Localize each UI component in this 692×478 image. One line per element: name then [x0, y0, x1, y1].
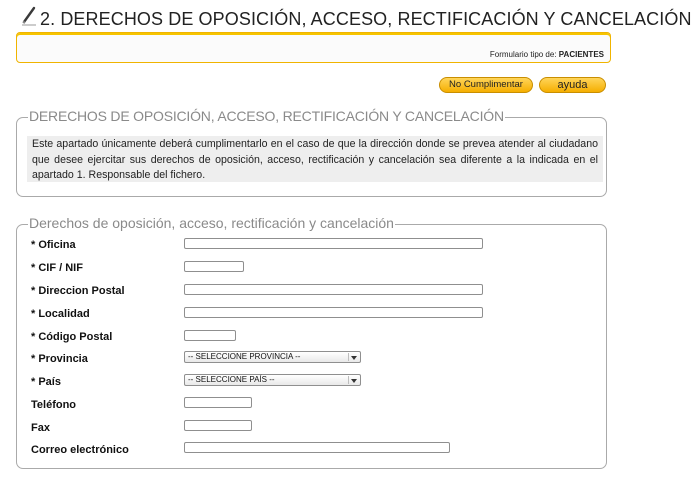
provincia-select[interactable]	[184, 351, 361, 363]
direccion-postal-input[interactable]	[184, 284, 483, 295]
oficina-label: * Oficina	[31, 239, 76, 251]
provincia-label: * Provincia	[31, 353, 88, 365]
oficina-input[interactable]	[184, 238, 483, 249]
correo-electronico-input[interactable]	[184, 442, 450, 453]
chevron-down-icon	[348, 376, 359, 384]
info-notice-text: Este apartado únicamente deberá cumplimentarlo en el caso de que la dirección donde se prevea atender al ciudadano que desee ejercitar sus derechos de oposición, acceso, rectificación y cancelación sea diferente a la indicada en el apartado 1. Responsable del fichero.	[27, 136, 603, 182]
pais-select[interactable]	[184, 374, 361, 386]
fax-label: Fax	[31, 422, 50, 434]
pais-label: * País	[31, 376, 61, 388]
form-fieldset-legend: Derechos de oposición, acceso, rectificación y cancelación	[29, 215, 394, 231]
form-type-indicator	[490, 50, 604, 59]
form-fieldset	[16, 224, 607, 469]
codigo-postal-input[interactable]	[184, 330, 236, 341]
localidad-input[interactable]	[184, 307, 483, 318]
localidad-label: * Localidad	[31, 308, 90, 320]
page-title: 2. DERECHOS DE OPOSICIÓN, ACCESO, RECTIFICACIÓN Y CANCELACIÓN	[40, 9, 692, 29]
info-fieldset-legend: DERECHOS DE OPOSICIÓN, ACCESO, RECTIFICACIÓN Y CANCELACIÓN	[29, 108, 504, 124]
no-cumplimentar-button[interactable]: No Cumplimentar	[439, 77, 533, 93]
codigo-postal-label: * Código Postal	[31, 331, 113, 343]
pais-selected-value: -- SELECCIONE PAÍS --	[188, 375, 275, 384]
form-type-bar	[16, 32, 611, 63]
form-type-label: Formulario tipo de:	[489, 50, 557, 59]
form-type-value: PACIENTES	[558, 50, 604, 59]
cif-nif-label: * CIF / NIF	[31, 262, 83, 274]
fax-input[interactable]	[184, 420, 252, 431]
provincia-selected-value: -- SELECCIONE PROVINCIA --	[188, 352, 301, 361]
ayuda-button[interactable]: ayuda	[539, 77, 606, 93]
direccion-postal-label: * Direccion Postal	[31, 285, 125, 297]
chevron-down-icon	[348, 353, 359, 361]
cif-nif-input[interactable]	[184, 261, 244, 272]
telefono-label: Teléfono	[31, 399, 77, 411]
telefono-input[interactable]	[184, 397, 252, 408]
correo-electronico-label: Correo electrónico	[31, 444, 129, 456]
pencil-icon	[20, 6, 38, 26]
